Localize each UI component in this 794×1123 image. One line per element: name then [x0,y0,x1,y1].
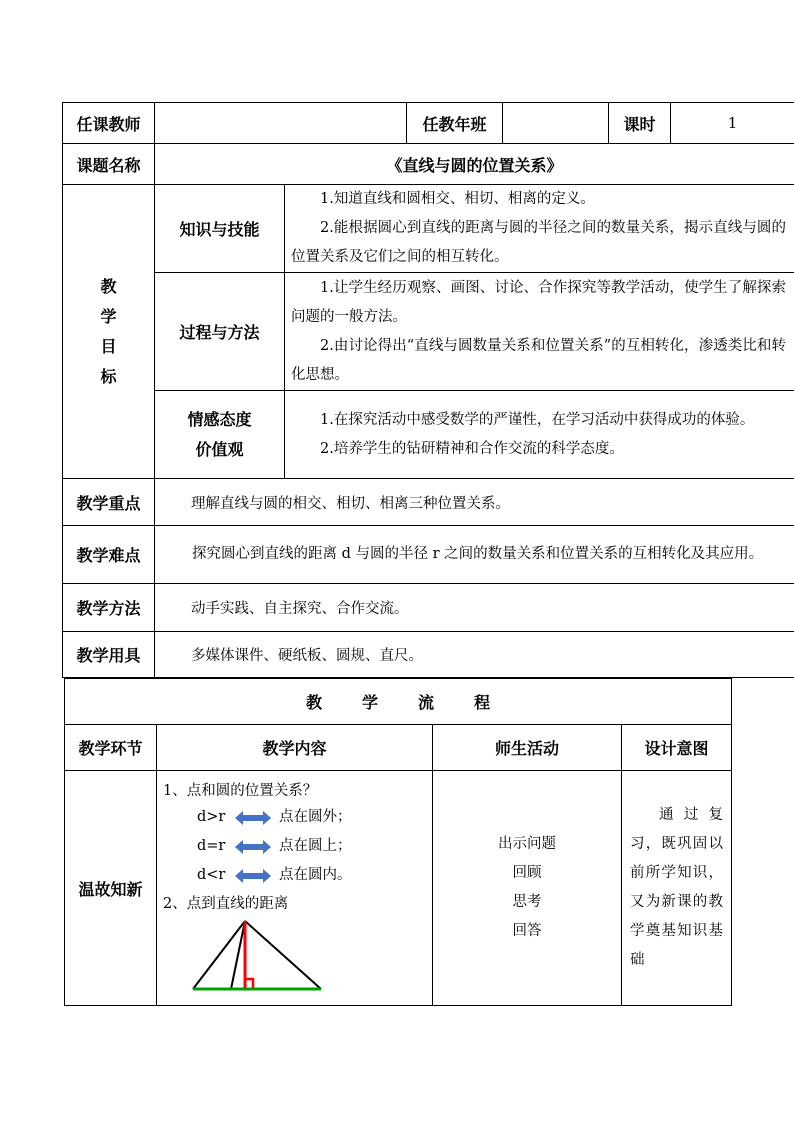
teaching-flow-table [64,678,732,1006]
attitude-label: 情感态度 价值观 [155,391,285,479]
flow-header-activity: 师生活动 [433,725,622,771]
method-text: 动手实践、自主探究、合作交流。 [155,584,794,632]
knowledge-label: 知识与技能 [155,185,285,273]
triangle-right-side [245,921,321,989]
difficulty-text: 探究圆心到直线的距离 d 与圆的半径 r 之间的数量关系和位置关系的互相转化及其应用。 [155,526,794,584]
key-point-label: 教学重点 [63,479,155,526]
double-arrow-icon [235,811,271,825]
knowledge-content: 1.知道直线和圆相交、相切、相离的定义。 2.能根据圆心到直线的距离与圆的半径之间的数量关系，揭示直线与圆的位置关系及它们之间的相互转化。 [285,185,794,273]
flow-title: 教 学 流 程 [65,679,732,725]
double-arrow-icon [235,869,271,883]
review-content [157,771,433,1006]
double-arrow-icon [235,840,271,854]
flow-header-intent: 设计意图 [622,725,732,771]
question-1: 1、点和圆的位置关系？ [163,783,318,799]
teacher-value [155,103,407,144]
difficulty-label: 教学难点 [63,526,155,584]
tools-text: 多媒体课件、硬纸板、圆规、直尺。 [155,632,794,678]
flow-header-stage: 教学环节 [65,725,157,771]
teacher-label: 任课教师 [63,103,155,144]
review-intent: 通过复习，既巩固以前所学知识，又为新课的教学奠基知识基础 [622,771,732,1006]
flow-header-content: 教学内容 [157,725,433,771]
method-label: 教学方法 [63,584,155,632]
lesson-info-table [62,102,794,678]
relation-on: d=r 点在圆上； [197,838,352,854]
topic-title: 《直线与圆的位置关系》 [155,144,794,185]
class-label: 任教年班 [407,103,503,144]
objectives-label: 教 学 目 标 [63,185,155,479]
tools-label: 教学用具 [63,632,155,678]
relation-outside: d>r 点在圆外； [197,809,352,825]
process-label: 过程与方法 [155,273,285,391]
stage-review: 温故知新 [65,771,157,1006]
class-value [503,103,609,144]
review-activities: 出示问题 回顾 思考 回答 [433,771,622,1006]
question-2: 2、点到直线的距离 [163,896,289,912]
key-point-text: 理解直线与圆的相交、相切、相离三种位置关系。 [155,479,794,526]
topic-label: 课题名称 [63,144,155,185]
attitude-content: 1.在探究活动中感受数学的严谨性，在学习活动中获得成功的体验。 2.培养学生的钻研精神和合作交流的科学态度。 [285,391,794,479]
triangle-altitude-figure [191,919,331,993]
relation-inside: d<r 点在圆内。 [197,867,352,883]
period-value: 1 [671,103,794,144]
period-label: 课时 [609,103,671,144]
process-content: 1.让学生经历观察、画图、讨论、合作探究等教学活动，使学生了解探索问题的一般方法。 2.由讨论得出“直线与圆数量关系和位置关系”的互相转化，渗透类比和转化思想。 [285,273,794,391]
